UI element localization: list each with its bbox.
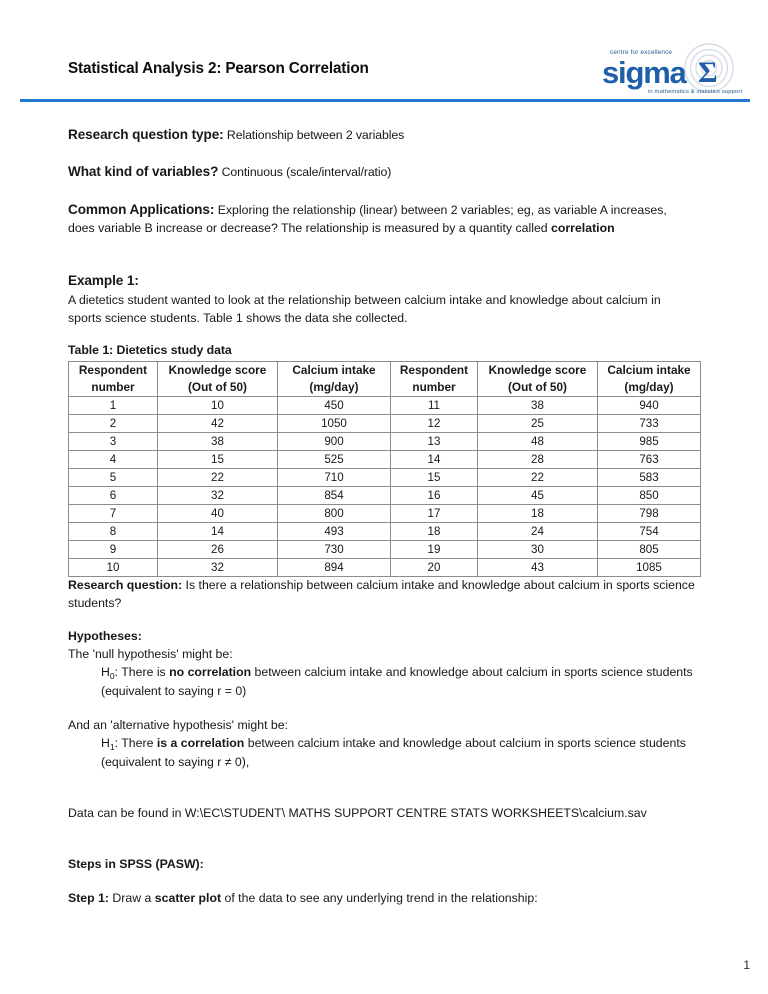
header-line-1: Calcium intake bbox=[607, 363, 691, 377]
table-row bbox=[69, 523, 701, 541]
common-applications-body-bold: correlation bbox=[551, 221, 615, 236]
table-cell: 32 bbox=[158, 487, 278, 505]
example-body: A dietetics student wanted to look at the relationship between calcium intake and knowledge about calcium in sports science students. Table 1 shows the data she collected. bbox=[68, 293, 661, 326]
table-cell: 583 bbox=[598, 469, 701, 487]
table-header-cell bbox=[478, 362, 598, 397]
hypotheses-heading bbox=[68, 627, 142, 645]
table-row bbox=[69, 433, 701, 451]
table-cell: 40 bbox=[158, 505, 278, 523]
alt-hypothesis-intro: And an 'alternative hypothesis' might be: bbox=[68, 718, 289, 732]
table-cell: 10 bbox=[158, 397, 278, 415]
common-applications-label: Common Applications: bbox=[68, 202, 215, 217]
table-cell: 16 bbox=[391, 487, 478, 505]
table-cell: 30 bbox=[478, 541, 598, 559]
table-cell: 26 bbox=[158, 541, 278, 559]
null-hypothesis-subscript: 0 bbox=[109, 671, 115, 681]
hypotheses-heading-text: Hypotheses: bbox=[68, 629, 142, 643]
table-cell: 20 bbox=[391, 559, 478, 577]
research-question-value: Is there a relationship between calcium intake and knowledge about calcium in sports science students? bbox=[68, 578, 695, 611]
step-1-line bbox=[68, 889, 696, 907]
table-cell: 2 bbox=[69, 415, 158, 433]
table-cell: 15 bbox=[158, 451, 278, 469]
header-line-1: Knowledge score bbox=[488, 363, 587, 377]
table-header-cell bbox=[598, 362, 701, 397]
table-cell: 18 bbox=[478, 505, 598, 523]
table-cell: 10 bbox=[69, 559, 158, 577]
table-cell: 15 bbox=[391, 469, 478, 487]
table-cell: 14 bbox=[391, 451, 478, 469]
header-line-2: (mg/day) bbox=[624, 380, 674, 394]
table-cell: 1050 bbox=[278, 415, 391, 433]
alt-hypothesis-subscript: 1 bbox=[109, 742, 115, 752]
table-cell: 940 bbox=[598, 397, 701, 415]
research-question-type-value: Relationship between 2 variables bbox=[226, 128, 405, 142]
steps-heading bbox=[68, 855, 204, 873]
table-cell: 32 bbox=[158, 559, 278, 577]
alt-hypothesis-bold: is a correlation bbox=[156, 736, 245, 750]
research-question-type-line bbox=[68, 126, 404, 144]
table-cell: 17 bbox=[391, 505, 478, 523]
table-cell: 25 bbox=[478, 415, 598, 433]
table-cell: 730 bbox=[278, 541, 391, 559]
example-heading: Example 1: bbox=[68, 273, 139, 288]
table-row bbox=[69, 487, 701, 505]
table-cell: 710 bbox=[278, 469, 391, 487]
table-cell: 800 bbox=[278, 505, 391, 523]
common-applications-block bbox=[68, 201, 693, 238]
table-header-row bbox=[69, 362, 701, 397]
svg-text:sigma: sigma bbox=[602, 55, 686, 90]
table-row bbox=[69, 397, 701, 415]
alt-hypothesis-statement bbox=[68, 734, 709, 772]
table-cell: 798 bbox=[598, 505, 701, 523]
table-cell: 1085 bbox=[598, 559, 701, 577]
table-cell: 894 bbox=[278, 559, 391, 577]
table-cell: 28 bbox=[478, 451, 598, 469]
step-1-bold: scatter plot bbox=[154, 891, 222, 905]
table-cell: 12 bbox=[391, 415, 478, 433]
table-cell: 18 bbox=[391, 523, 478, 541]
alt-hypothesis-symbol: H bbox=[101, 736, 110, 750]
table-cell: 11 bbox=[391, 397, 478, 415]
variable-kind-value-pre: Continuous ( bbox=[221, 165, 291, 179]
header-line-2: (Out of 50) bbox=[188, 380, 247, 394]
alt-hypothesis-post: between calcium intake and knowledge about calcium in sports science students (equivalent to saying r ≠ 0), bbox=[101, 736, 686, 770]
table-header-cell bbox=[391, 362, 478, 397]
svg-text:centre for excellence: centre for excellence bbox=[610, 49, 673, 56]
table-cell: 1 bbox=[69, 397, 158, 415]
header-line-2: (Out of 50) bbox=[508, 380, 567, 394]
table-cell: 14 bbox=[158, 523, 278, 541]
header-line-2: number bbox=[412, 380, 456, 394]
table-cell: 7 bbox=[69, 505, 158, 523]
null-hypothesis-bold: no correlation bbox=[169, 665, 252, 679]
header-line-1: Respondent bbox=[78, 363, 148, 377]
table-cell: 5 bbox=[69, 469, 158, 487]
table-cell: 22 bbox=[158, 469, 278, 487]
table-caption: Table 1: Dietetics study data bbox=[68, 343, 232, 357]
table-cell: 850 bbox=[598, 487, 701, 505]
table-cell: 985 bbox=[598, 433, 701, 451]
table-cell: 24 bbox=[478, 523, 598, 541]
table-cell: 13 bbox=[391, 433, 478, 451]
common-applications-body: Exploring the relationship (linear) between 2 variables; eg, as variable A increases, does variable B increase or decrease? The relationship is measured by a quantity called bbox=[68, 203, 667, 236]
table-cell: 854 bbox=[278, 487, 391, 505]
header-line-2: (mg/day) bbox=[309, 380, 359, 394]
table-cell: 525 bbox=[278, 451, 391, 469]
table-header-cell bbox=[69, 362, 158, 397]
table-cell: 4 bbox=[69, 451, 158, 469]
table-cell: 6 bbox=[69, 487, 158, 505]
variable-kind-label: What kind of variables? bbox=[68, 164, 219, 179]
table-cell: 48 bbox=[478, 433, 598, 451]
null-hypothesis-post: between calcium intake and knowledge about calcium in sports science students (equivalent to saying r = 0) bbox=[101, 665, 693, 699]
page-title: Statistical Analysis 2: Pearson Correlation bbox=[68, 60, 369, 77]
table-cell: 763 bbox=[598, 451, 701, 469]
table-cell: 42 bbox=[158, 415, 278, 433]
table-cell: 8 bbox=[69, 523, 158, 541]
table-row bbox=[69, 469, 701, 487]
table-row bbox=[69, 505, 701, 523]
table-cell: 19 bbox=[391, 541, 478, 559]
table-row bbox=[69, 541, 701, 559]
header-line-1: Knowledge score bbox=[168, 363, 267, 377]
step-1-label: Step 1: bbox=[68, 891, 109, 905]
null-hypothesis-intro: The 'null hypothesis' might be: bbox=[68, 647, 233, 661]
research-question-label: Research question: bbox=[68, 578, 183, 592]
header-line-1: Calcium intake bbox=[292, 363, 376, 377]
variable-kind-value-post: ) bbox=[387, 165, 392, 179]
null-hypothesis-symbol: H bbox=[101, 665, 110, 679]
steps-heading-text: Steps in SPSS (PASW): bbox=[68, 857, 204, 871]
dietetics-data-table bbox=[68, 361, 701, 577]
header-divider-rule bbox=[20, 99, 750, 102]
table-row bbox=[69, 451, 701, 469]
table-cell: 38 bbox=[478, 397, 598, 415]
svg-text:Σ: Σ bbox=[698, 56, 718, 89]
null-hypothesis-pre: : There is bbox=[114, 665, 170, 679]
table-cell: 43 bbox=[478, 559, 598, 577]
table-cell: 733 bbox=[598, 415, 701, 433]
research-question-block bbox=[68, 576, 696, 613]
table-cell: 900 bbox=[278, 433, 391, 451]
variable-kind-line bbox=[68, 163, 391, 181]
step-1-post: of the data to see any underlying trend in the relationship: bbox=[221, 891, 538, 905]
variable-kind-value-bold: scale/interval/ratio bbox=[290, 165, 388, 179]
table-cell: 450 bbox=[278, 397, 391, 415]
header-line-1: Respondent bbox=[399, 363, 469, 377]
header-line-2: number bbox=[91, 380, 135, 394]
alt-hypothesis-pre: : There bbox=[114, 736, 157, 750]
table-cell: 805 bbox=[598, 541, 701, 559]
table-header-cell bbox=[158, 362, 278, 397]
null-hypothesis-statement bbox=[68, 663, 709, 701]
step-1-pre: Draw a bbox=[109, 891, 155, 905]
page-header bbox=[0, 0, 768, 104]
table-cell: 493 bbox=[278, 523, 391, 541]
table-row bbox=[69, 559, 701, 577]
table-cell: 38 bbox=[158, 433, 278, 451]
table-cell: 9 bbox=[69, 541, 158, 559]
table-cell: 754 bbox=[598, 523, 701, 541]
table-cell: 3 bbox=[69, 433, 158, 451]
table-cell: 45 bbox=[478, 487, 598, 505]
table-header-cell bbox=[278, 362, 391, 397]
research-question-type-label: Research question type: bbox=[68, 127, 224, 142]
data-location-line: Data can be found in W:\EC\STUDENT\ MATHS SUPPORT CENTRE STATS WORKSHEETS\calcium.sav bbox=[68, 806, 647, 820]
svg-text:in mathematics & statistics su: in mathematics & statistics support bbox=[648, 89, 743, 95]
table-row bbox=[69, 415, 701, 433]
table-cell: 22 bbox=[478, 469, 598, 487]
page-number: 1 bbox=[743, 958, 750, 972]
sigma-logo bbox=[588, 42, 748, 98]
